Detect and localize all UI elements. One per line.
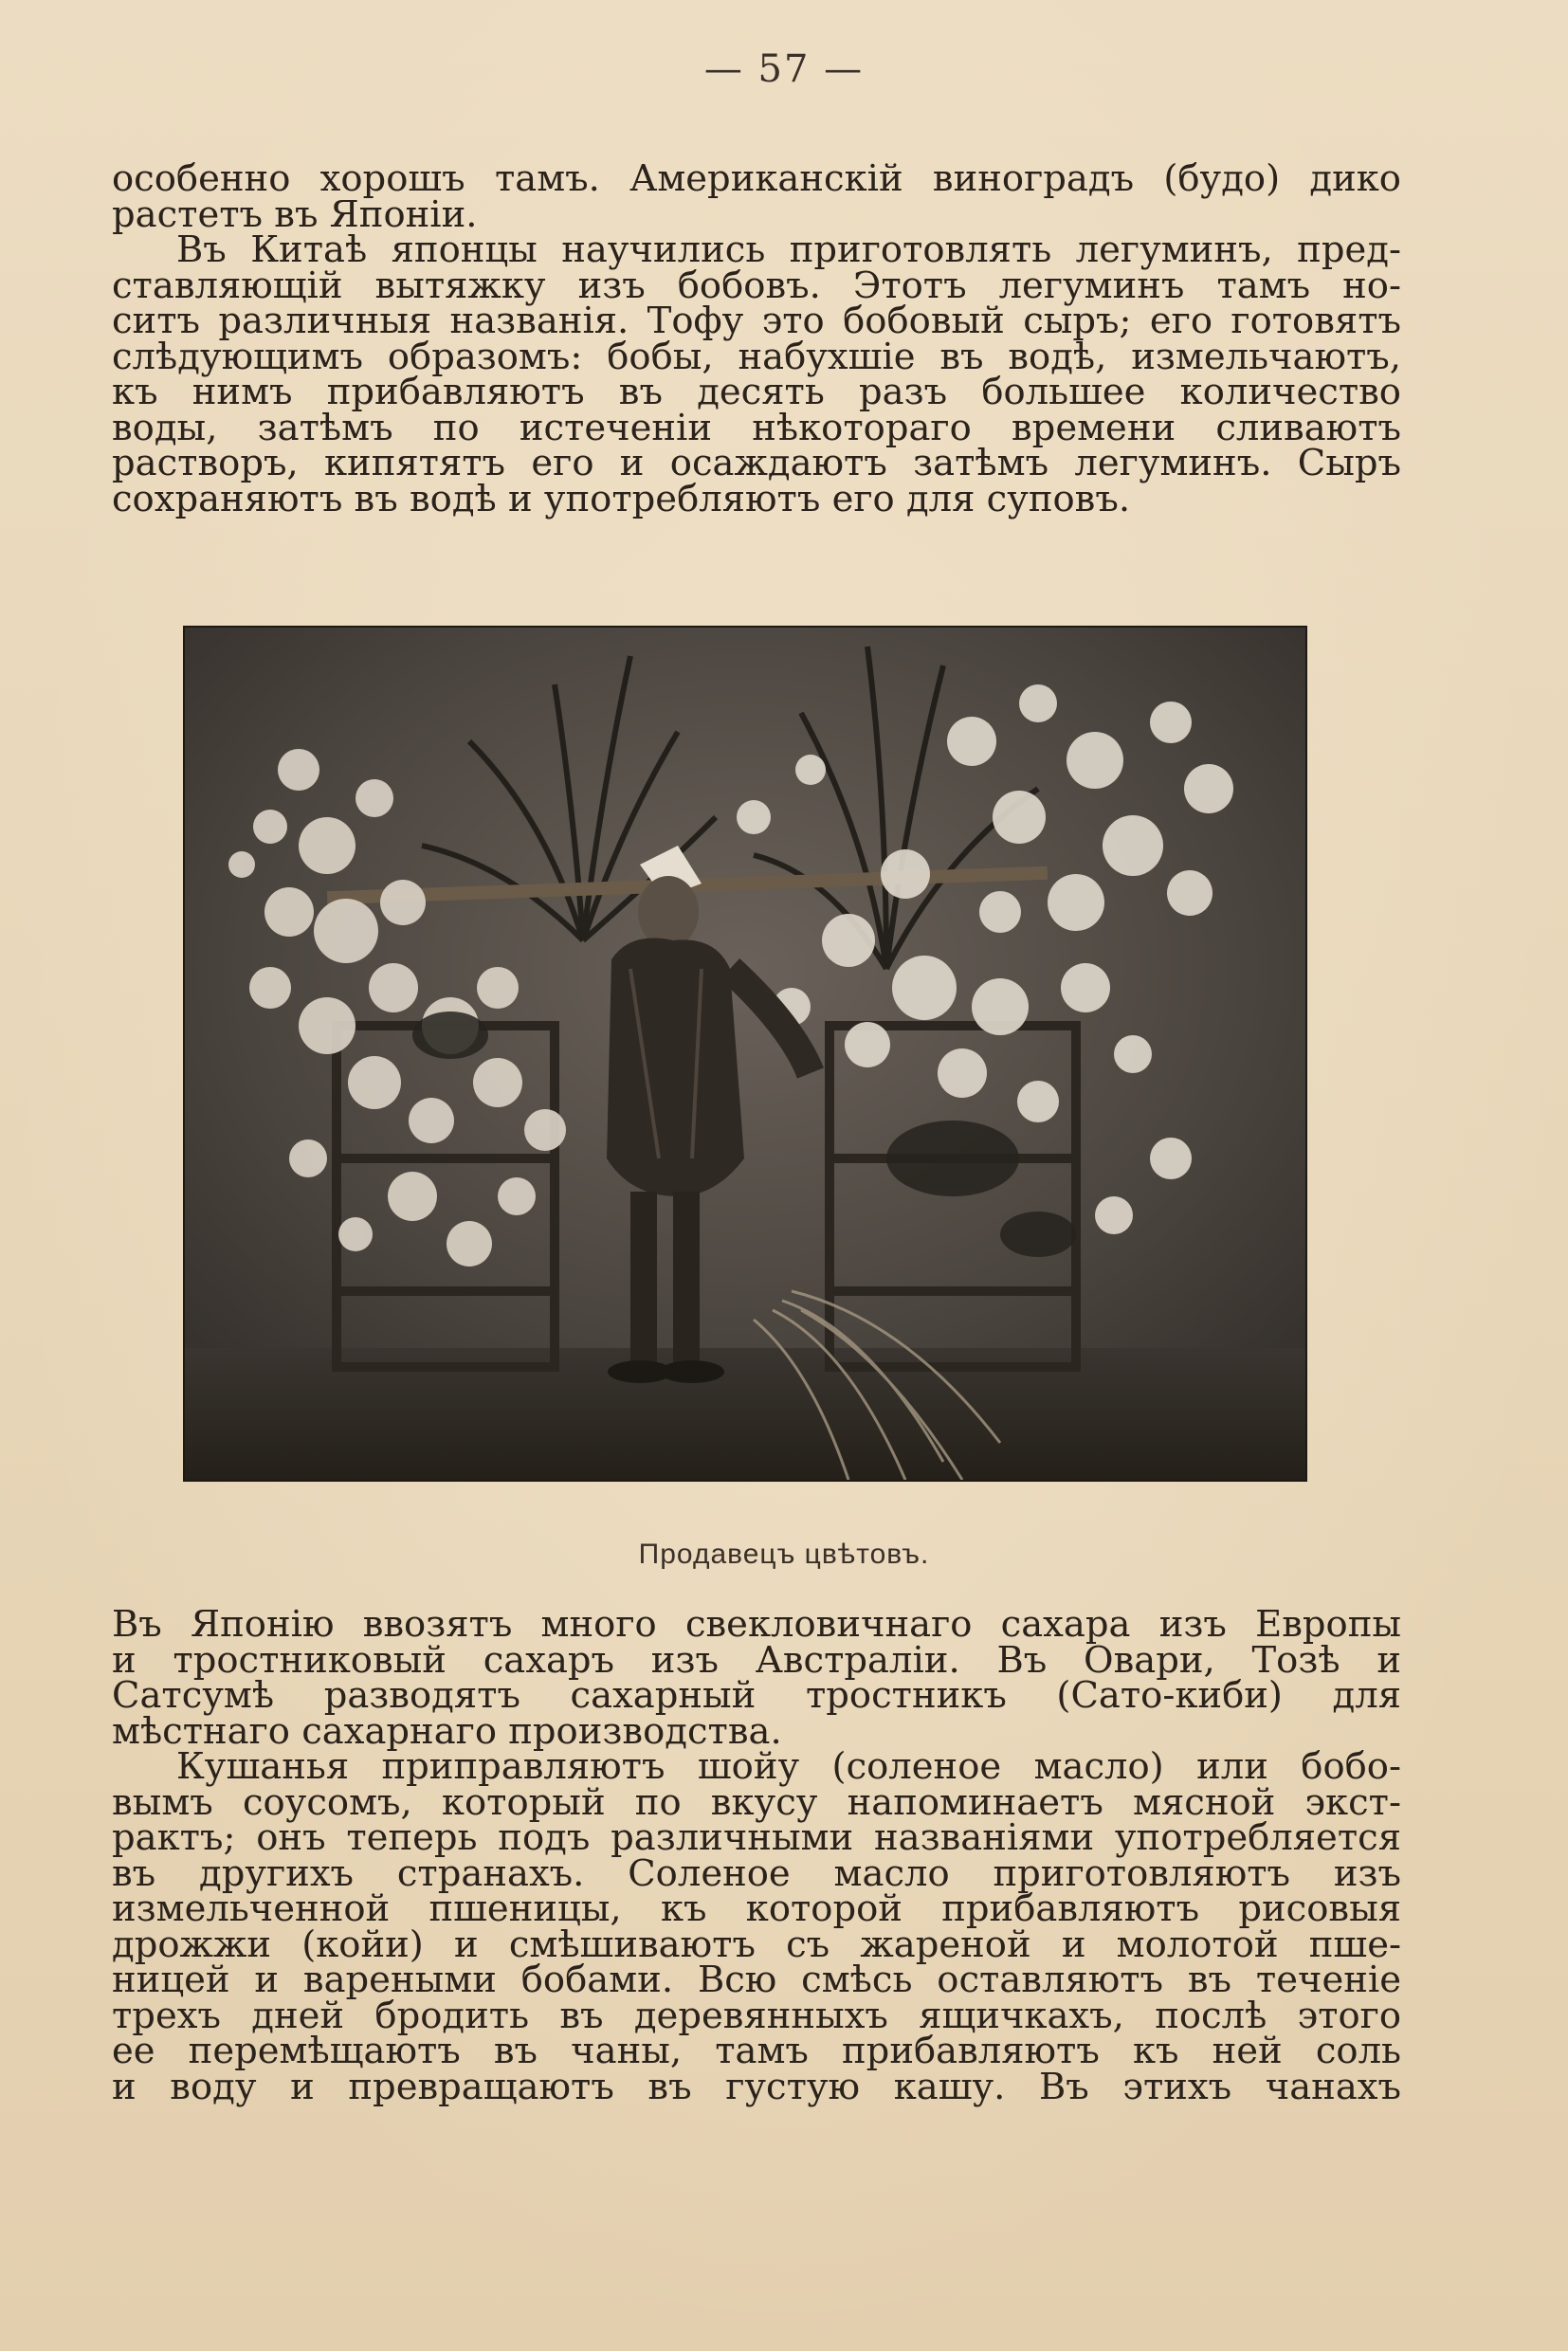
text-line: воды, затѣмъ по истеченіи нѣкотораго времени сливаютъ <box>112 406 1401 449</box>
text-line: измельченной пшеницы, къ которой прибавляютъ рисовыя <box>112 1887 1401 1930</box>
text-line: растворъ, кипятятъ его и осаждаютъ затѣмъ легуминъ. Сыръ <box>112 442 1401 484</box>
text-line: къ нимъ прибавляютъ въ десять разъ большее количество <box>112 371 1401 413</box>
text-line: ницей и вареными бобами. Всю смѣсь оставляютъ въ теченіе <box>112 1959 1401 2001</box>
text-line: ситъ различныя названія. Тофу это бобовый сыръ; его готовятъ <box>112 300 1401 342</box>
page-number: — 57 — <box>703 47 865 91</box>
text-line: Въ Японію ввозятъ много свекловичнаго сахара изъ Европы <box>112 1603 1401 1646</box>
text-line: Кушанья приправляютъ шойу (соленое масло) или бобо- <box>176 1745 1401 1788</box>
figure-caption: Продавецъ цвѣтовъ. <box>638 1539 930 1570</box>
text-line: вымъ соусомъ, который по вкусу напоминаетъ мясной экст- <box>112 1780 1401 1824</box>
flower-seller-photograph <box>183 626 1307 1482</box>
text-line: въ другихъ странахъ. Соленое масло приготовляютъ изъ <box>112 1851 1401 1895</box>
text-line: мѣстнаго сахарнаго производства. <box>112 1709 782 1753</box>
text-line: ее перемѣщаютъ въ чаны, тамъ прибавляютъ къ ней соль <box>112 2030 1401 2072</box>
text-line: и воду и превращаютъ въ густую кашу. Въ этихъ чанахъ <box>112 2065 1401 2108</box>
text-line: слѣдующимъ образомъ: бобы, набухшіе въ водѣ, измельчаютъ, <box>112 335 1401 378</box>
text-line: ставляющій вытяжку изъ бобовъ. Этотъ легуминъ тамъ но- <box>112 264 1401 307</box>
text-line: сохраняютъ въ водѣ и употребляютъ его для суповъ. <box>112 477 1131 520</box>
photo-illustration <box>185 628 1305 1480</box>
text-line: рактъ; онъ теперь подъ различными названіями употребляется <box>112 1816 1401 1859</box>
top-paragraphs <box>112 157 1401 520</box>
text-line: дрожжи (койи) и смѣшиваютъ съ жареной и молотой пше- <box>112 1923 1401 1966</box>
text-line: Сатсумѣ разводятъ сахарный тростникъ (Сато-киби) для <box>112 1674 1401 1717</box>
bottom-paragraphs <box>112 1603 1401 2108</box>
text-line: трехъ дней бродить въ деревянныхъ ящичкахъ, послѣ этого <box>112 1994 1401 2037</box>
text-line: растетъ въ Японіи. <box>112 192 478 236</box>
text-line: Въ Китаѣ японцы научились приготовлять легуминъ, пред- <box>176 228 1401 271</box>
text-line: особенно хорошъ тамъ. Американскій виноградъ (будо) дико <box>112 157 1401 200</box>
text-line: и тростниковый сахаръ изъ Австраліи. Въ Овари, Тозѣ и <box>112 1638 1401 1682</box>
